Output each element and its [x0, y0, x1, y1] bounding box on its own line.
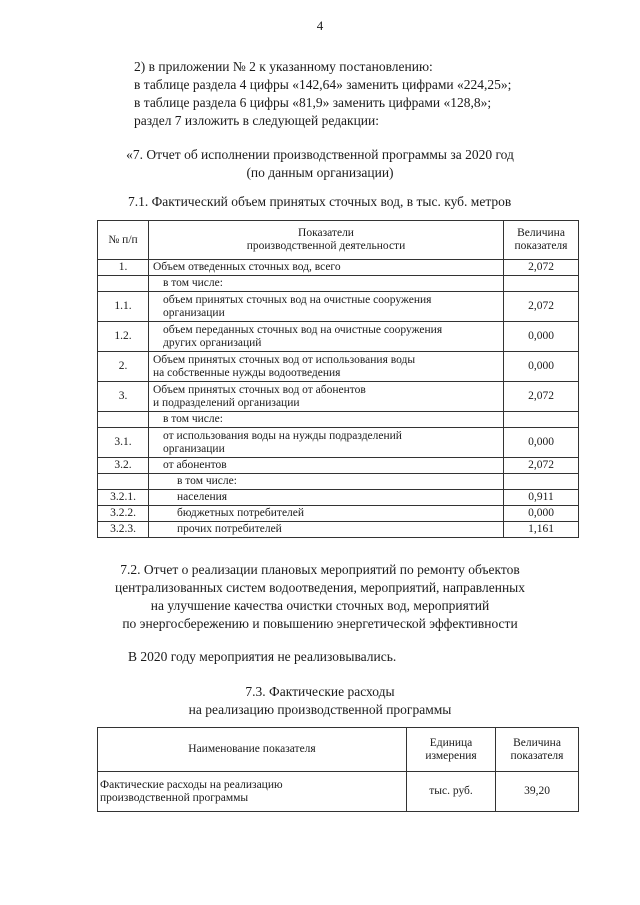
- row-value: 0,000: [504, 322, 579, 352]
- row-label: [149, 276, 504, 292]
- row-label-line1: в том числе:: [163, 413, 223, 425]
- row-num: [98, 412, 149, 428]
- header-unit-line2: измерения: [425, 749, 477, 762]
- header-indicator-line1: Показатели: [298, 227, 354, 239]
- section-7-1-title: 7.1. Фактический объем принятых сточных вод, в тыс. куб. метров: [128, 194, 512, 209]
- section-7-title: «7. Отчет об исполнении производственной программы за 2020 год: [126, 147, 514, 162]
- row-label-line1: объем переданных сточных вод на очистные сооружения: [163, 323, 443, 336]
- section-7-2-title-line-3: на улучшение качества очистки сточных вод, мероприятий: [150, 598, 490, 613]
- row-label: [149, 490, 504, 506]
- row-num: 3.2.: [98, 458, 149, 474]
- row-label: [149, 292, 504, 322]
- table-row: [98, 428, 579, 458]
- table-row: [98, 382, 579, 412]
- row-label-line1: Объем отведенных сточных вод, всего: [153, 261, 341, 273]
- row-num: 1.2.: [98, 322, 149, 352]
- section-7-subtitle: (по данным организации): [246, 165, 394, 180]
- row-num: 1.1.: [98, 292, 149, 322]
- table-row: [98, 352, 579, 382]
- row-value: 0,000: [504, 428, 579, 458]
- section-7-3-title: 7.3. Фактические расходы: [245, 684, 395, 699]
- table-row: [98, 322, 579, 352]
- row-unit: тыс. руб.: [407, 772, 496, 812]
- table-header-row: [98, 728, 579, 772]
- row-name-line2: производственной программы: [100, 791, 249, 804]
- row-value: 39,20: [496, 772, 579, 812]
- row-label: [149, 458, 504, 474]
- row-num: 3.2.2.: [98, 506, 149, 522]
- header-value-line1: Величина: [513, 736, 561, 749]
- row-num: 3.2.1.: [98, 490, 149, 506]
- row-label-line1: от абонентов: [163, 459, 227, 471]
- row-value: 2,072: [504, 260, 579, 276]
- row-value: 2,072: [504, 458, 579, 474]
- row-value: 0,911: [504, 490, 579, 506]
- accepted-wastewater-table: [97, 220, 579, 538]
- table-row: [98, 490, 579, 506]
- row-label-line1: Объем принятых сточных вод от использования воды: [153, 353, 416, 366]
- table-row: [98, 260, 579, 276]
- row-label: [149, 474, 504, 490]
- row-value: 0,000: [504, 506, 579, 522]
- row-num: 3.: [98, 382, 149, 412]
- row-num: [98, 276, 149, 292]
- section-7-2-title-line-4: по энергосбережению и повышению энергетической эффективности: [122, 616, 518, 631]
- table-row: [98, 474, 579, 490]
- row-label-line2: организации: [163, 306, 225, 319]
- section-7-2-title-line-2: централизованных систем водоотведения, мероприятий, направленных: [114, 580, 526, 595]
- section-7-3-subtitle: на реализацию производственной программы: [188, 702, 452, 717]
- row-num: 1.: [98, 260, 149, 276]
- row-name: [98, 772, 407, 812]
- row-label: [149, 506, 504, 522]
- table-row: [98, 522, 579, 538]
- header-unit: [407, 728, 496, 772]
- header-value-line2: показателя: [514, 240, 568, 252]
- row-label-line1: бюджетных потребителей: [177, 507, 305, 519]
- table-row: [98, 772, 579, 812]
- row-value: 2,072: [504, 382, 579, 412]
- row-num: 3.1.: [98, 428, 149, 458]
- header-num: № п/п: [98, 221, 149, 260]
- table-header-row: [98, 221, 579, 260]
- table-row: [98, 276, 579, 292]
- header-indicator-line2: производственной деятельности: [246, 240, 406, 252]
- row-name-line1: Фактические расходы на реализацию: [100, 778, 283, 791]
- row-label-line1: населения: [177, 491, 228, 503]
- row-label: [149, 260, 504, 276]
- row-label-line1: от использования воды на нужды подразделений: [163, 429, 402, 442]
- header-indicator: [149, 221, 504, 260]
- row-value: 2,072: [504, 292, 579, 322]
- table-row: [98, 292, 579, 322]
- row-value: [504, 474, 579, 490]
- row-label: [149, 352, 504, 382]
- section-7-2-title-line-1: 7.2. Отчет о реализации плановых мероприятий по ремонту объектов: [120, 562, 520, 577]
- row-num: 3.2.3.: [98, 522, 149, 538]
- row-num: [98, 474, 149, 490]
- row-value: [504, 276, 579, 292]
- table-row: [98, 458, 579, 474]
- intro-line-4: раздел 7 изложить в следующей редакции:: [134, 113, 380, 128]
- header-value: [504, 221, 579, 260]
- row-label-line2: других организаций: [163, 336, 262, 349]
- section-7-2-text: В 2020 году мероприятия не реализовывались.: [128, 649, 397, 664]
- page-number: 4: [316, 18, 324, 33]
- row-label-line1: прочих потребителей: [177, 523, 282, 535]
- row-value: 1,161: [504, 522, 579, 538]
- row-label-line1: объем принятых сточных вод на очистные сооружения: [163, 293, 432, 306]
- row-label: [149, 412, 504, 428]
- row-label: [149, 322, 504, 352]
- table-row: [98, 412, 579, 428]
- intro-line-3: в таблице раздела 6 цифры «81,9» заменить цифрами «128,8»;: [134, 95, 492, 110]
- row-value: 0,000: [504, 352, 579, 382]
- row-value: [504, 412, 579, 428]
- row-label-line2: организации: [163, 442, 225, 455]
- actual-expenses-table: [97, 727, 579, 812]
- row-label: [149, 522, 504, 538]
- header-value-line2: показателя: [510, 749, 564, 762]
- row-label: [149, 382, 504, 412]
- intro-line-2: в таблице раздела 4 цифры «142,64» заменить цифрами «224,25»;: [134, 77, 512, 92]
- row-num: 2.: [98, 352, 149, 382]
- row-label: [149, 428, 504, 458]
- row-label-line2: на собственные нужды водоотведения: [153, 366, 341, 379]
- header-value: [496, 728, 579, 772]
- row-label-line1: в том числе:: [163, 277, 223, 289]
- row-label-line2: и подразделений организации: [153, 396, 300, 409]
- header-unit-line1: Единица: [429, 736, 473, 749]
- table-row: [98, 506, 579, 522]
- intro-line-1: 2) в приложении № 2 к указанному постановлению:: [134, 59, 433, 74]
- header-name: Наименование показателя: [98, 728, 407, 772]
- row-label-line1: Объем принятых сточных вод от абонентов: [153, 383, 366, 396]
- row-label-line1: в том числе:: [177, 475, 237, 487]
- header-value-line1: Величина: [517, 227, 565, 239]
